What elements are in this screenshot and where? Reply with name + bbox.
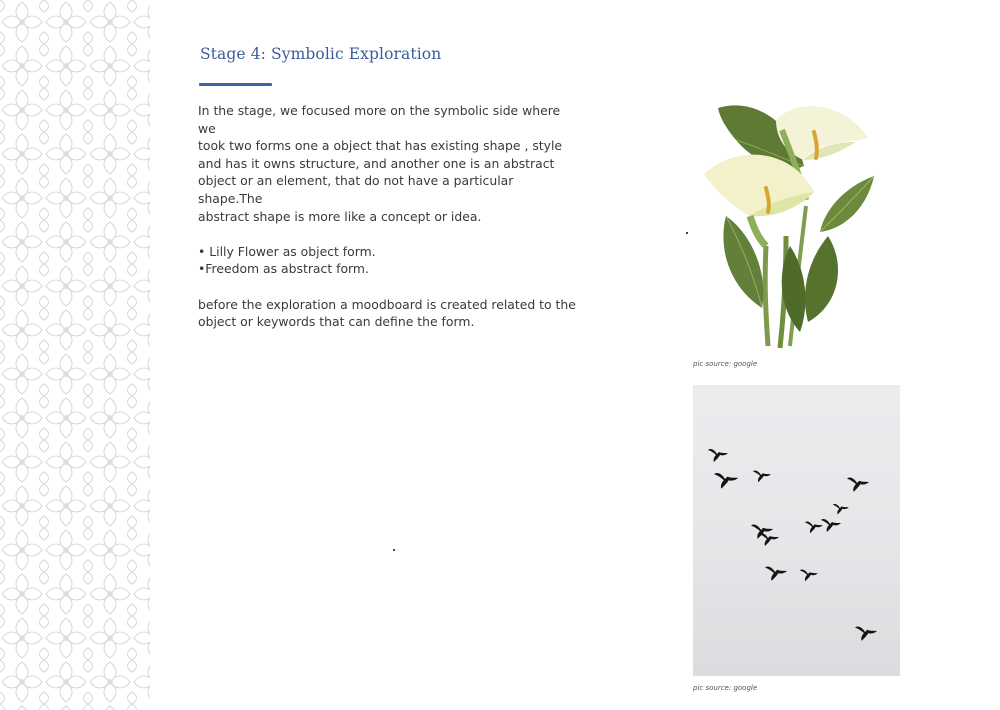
title-underline xyxy=(199,83,272,86)
decorative-side-pattern xyxy=(0,0,150,710)
intro-line: In the stage, we focused more on the symbolic side where we xyxy=(198,103,561,136)
birds-photo xyxy=(693,385,900,676)
stray-mark xyxy=(393,549,395,551)
calla-lily-image xyxy=(696,96,886,352)
outro-line: before the exploration a moodboard is created related to the xyxy=(198,296,576,312)
outro-line: object or keywords that can define the form. xyxy=(198,314,475,330)
intro-line: took two forms one a object that has existing shape , style xyxy=(198,138,563,154)
stray-mark xyxy=(686,232,688,234)
paragraph-gap xyxy=(198,225,578,243)
intro-line: abstract shape is more like a concept or idea. xyxy=(198,208,482,224)
intro-line: object or an element, that do not have a particular shape.The xyxy=(198,173,514,206)
page-title: Stage 4: Symbolic Exploration xyxy=(200,45,442,63)
image-caption: pic source: google xyxy=(693,684,758,692)
paragraph-gap xyxy=(198,278,578,296)
bullet-item: • Lilly Flower as object form. xyxy=(198,243,376,259)
body-text xyxy=(198,102,578,331)
image-caption: pic source: google xyxy=(693,360,758,368)
intro-line: and has it owns structure, and another one is an abstract xyxy=(198,155,555,171)
bullet-item: •Freedom as abstract form. xyxy=(198,261,369,277)
